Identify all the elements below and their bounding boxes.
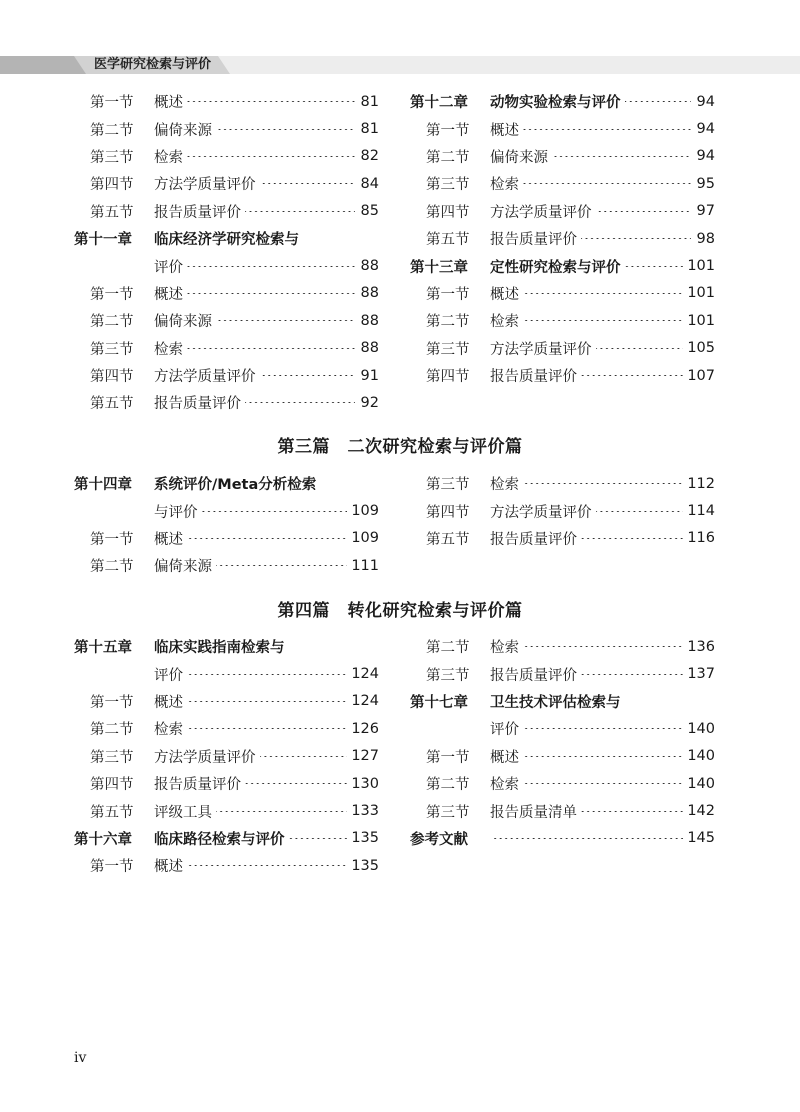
toc-entry — [410, 633, 715, 660]
toc-entry-title: 偏倚来源 — [154, 314, 212, 331]
toc-entry-title: 概述 — [154, 694, 183, 711]
toc-entry-title: 检索 — [490, 477, 519, 494]
toc-entry-title: 方法学质量评价 — [490, 204, 592, 221]
toc-entry — [410, 797, 715, 824]
part-title-4: 第四篇 转化研究检索与评价篇 — [277, 601, 523, 621]
toc-leader-dots — [187, 538, 347, 539]
toc-part4-right — [410, 633, 715, 852]
toc-entry-title: 概述 — [490, 286, 519, 303]
toc-entry-number: 第十六章 — [74, 831, 132, 848]
toc-entry-number: 第二节 — [90, 559, 134, 576]
toc-leader-dots — [187, 674, 347, 675]
toc-entry — [74, 280, 379, 307]
toc-entry-number: 第一节 — [90, 859, 134, 876]
toc-entry-page: 135 — [351, 830, 379, 847]
toc-entry-page: 135 — [351, 857, 379, 874]
toc-entry-page: 88 — [360, 340, 379, 357]
toc-entry — [410, 198, 715, 225]
toc-entry-title: 方法学质量评价 — [154, 369, 256, 386]
toc-leader-dots — [581, 375, 683, 376]
toc-entry-page: 133 — [351, 803, 379, 820]
toc-entry-title: 临床实践指南检索与 — [154, 640, 285, 657]
toc-entry — [410, 825, 715, 852]
toc-leader-dots — [596, 511, 684, 512]
toc-entry — [410, 115, 715, 142]
toc-entry-title: 方法学质量评价 — [490, 341, 592, 358]
toc-part3-right — [410, 470, 715, 552]
toc-entry-number: 第十二章 — [410, 95, 468, 112]
toc-entry-page: 114 — [687, 503, 715, 520]
toc-entry-title: 检索 — [154, 722, 183, 739]
running-header-title: 医学研究检索与评价 — [94, 57, 212, 72]
toc-entry — [410, 335, 715, 362]
toc-leader-dots — [523, 183, 691, 184]
toc-entry-title: 报告质量评价 — [490, 369, 577, 386]
toc-leader-dots — [523, 783, 683, 784]
toc-leader-dots — [596, 348, 684, 349]
toc-entry-number: 第十三章 — [410, 259, 468, 276]
toc-entry-page: 140 — [687, 748, 715, 765]
toc-entry-title: 检索 — [490, 640, 519, 657]
toc-entry-title: 检索 — [490, 177, 519, 194]
toc-entry-number: 第一节 — [426, 286, 470, 303]
toc-leader-dots — [202, 511, 348, 512]
toc-entry-number: 第三节 — [426, 177, 470, 194]
toc-entry-title: 检索 — [154, 149, 183, 166]
toc-entry-title: 方法学质量评价 — [490, 504, 592, 521]
toc-entry — [74, 470, 379, 497]
toc-entry-title: 偏倚来源 — [154, 559, 212, 576]
toc-entry-title: 评价 — [154, 667, 183, 684]
toc-leader-dots — [625, 266, 684, 267]
toc-entry-number: 第十七章 — [410, 694, 468, 711]
toc-entry-page: 81 — [360, 93, 379, 110]
toc-entry-page: 145 — [687, 830, 715, 847]
toc-entry-page: 107 — [687, 367, 715, 384]
toc-entry — [74, 307, 379, 334]
toc-entry-number: 第一节 — [90, 531, 134, 548]
toc-entry-number: 第二节 — [426, 640, 470, 657]
toc-leader-dots — [596, 211, 692, 212]
toc-entry-number: 第三节 — [90, 749, 134, 766]
toc-entry-page: 81 — [360, 121, 379, 138]
toc-entry — [74, 715, 379, 742]
toc-entry-number: 第五节 — [90, 804, 134, 821]
toc-entry-number: 第二节 — [90, 722, 134, 739]
toc-entry-title: 概述 — [490, 122, 519, 139]
toc-entry-title: 评价 — [490, 722, 519, 739]
toc-entry-title: 评价 — [154, 259, 183, 276]
toc-entry-title: 与评价 — [154, 504, 198, 521]
toc-leader-dots — [260, 756, 348, 757]
toc-entry-number: 第十五章 — [74, 640, 132, 657]
toc-leader-dots — [216, 129, 355, 130]
toc-leader-dots — [187, 101, 355, 102]
toc-entry-page: 101 — [687, 258, 715, 275]
toc-entry — [74, 852, 379, 879]
toc-entry — [74, 552, 379, 579]
toc-entry — [410, 280, 715, 307]
toc-part4-left — [74, 633, 379, 880]
toc-leader-dots — [187, 865, 347, 866]
toc-leader-dots — [523, 483, 683, 484]
toc-entry-number: 第二节 — [426, 777, 470, 794]
toc-entry — [74, 225, 379, 252]
toc-entry-number: 第三节 — [426, 667, 470, 684]
toc-entry — [410, 143, 715, 170]
toc-leader-dots — [523, 293, 683, 294]
toc-entry — [410, 688, 715, 715]
toc-entry-title: 方法学质量评价 — [154, 749, 256, 766]
toc-entry-title: 临床路径检索与评价 — [154, 831, 285, 848]
toc-entry-page: 112 — [687, 475, 715, 492]
toc-leader-dots — [187, 293, 355, 294]
toc-entry — [74, 770, 379, 797]
toc-entry — [410, 497, 715, 524]
toc-leader-dots — [260, 183, 356, 184]
toc-entry-number: 第四节 — [426, 504, 470, 521]
toc-entry-number: 第五节 — [426, 232, 470, 249]
toc-entry — [74, 743, 379, 770]
toc-entry-page: 85 — [360, 203, 379, 220]
toc-entry-title: 偏倚来源 — [490, 149, 548, 166]
toc-entry — [74, 335, 379, 362]
toc-entry-page: 105 — [687, 340, 715, 357]
toc-entry-page: 88 — [360, 258, 379, 275]
toc-entry — [410, 225, 715, 252]
toc-entry-number: 第二节 — [90, 314, 134, 331]
toc-block1-right — [410, 88, 715, 389]
toc-leader-dots — [523, 320, 683, 321]
toc-leader-dots — [523, 129, 691, 130]
toc-entry — [74, 170, 379, 197]
toc-leader-dots — [581, 538, 683, 539]
toc-entry-title: 概述 — [490, 749, 519, 766]
toc-entry — [410, 362, 715, 389]
toc-leader-dots — [216, 811, 347, 812]
toc-entry-page: 109 — [351, 503, 379, 520]
toc-entry-number: 第三节 — [90, 149, 134, 166]
toc-entry-title: 报告质量评价 — [490, 232, 577, 249]
toc-entry-number: 第三节 — [426, 341, 470, 358]
toc-leader-dots — [494, 838, 683, 839]
toc-entry — [74, 825, 379, 852]
toc-entry — [74, 198, 379, 225]
toc-leader-dots — [187, 156, 355, 157]
toc-entry-page: 109 — [351, 530, 379, 547]
toc-entry-page: 94 — [696, 121, 715, 138]
toc-entry-title: 报告质量评价 — [154, 777, 241, 794]
toc-entry-number: 第三节 — [90, 341, 134, 358]
toc-entry — [410, 660, 715, 687]
toc-entry-title: 概述 — [154, 286, 183, 303]
toc-leader-dots — [625, 101, 692, 102]
toc-leader-dots — [289, 838, 348, 839]
toc-leader-dots — [187, 728, 347, 729]
toc-leader-dots — [523, 756, 683, 757]
toc-entry-title: 评级工具 — [154, 804, 212, 821]
toc-entry-page: 142 — [687, 803, 715, 820]
toc-block1-left — [74, 88, 379, 417]
toc-entry — [74, 389, 379, 416]
toc-entry-page: 98 — [696, 230, 715, 247]
toc-entry-page: 88 — [360, 312, 379, 329]
toc-leader-dots — [552, 156, 691, 157]
toc-entry-number: 第四节 — [426, 369, 470, 386]
toc-entry-title: 动物实验检索与评价 — [490, 95, 621, 112]
toc-entry — [410, 743, 715, 770]
toc-entry — [74, 252, 379, 279]
toc-entry-title: 报告质量清单 — [490, 804, 577, 821]
toc-entry-number: 第四节 — [90, 369, 134, 386]
toc-entry-number: 第三节 — [426, 477, 470, 494]
toc-entry-number: 第二节 — [426, 314, 470, 331]
toc-entry — [74, 660, 379, 687]
toc-entry-number: 第二节 — [90, 122, 134, 139]
toc-entry — [74, 633, 379, 660]
toc-entry-title: 定性研究检索与评价 — [490, 259, 621, 276]
toc-entry-title: 报告质量评价 — [154, 204, 241, 221]
toc-entry-title: 方法学质量评价 — [154, 177, 256, 194]
toc-entry-page: 140 — [687, 720, 715, 737]
toc-entry-page: 97 — [696, 203, 715, 220]
toc-entry-page: 101 — [687, 285, 715, 302]
toc-leader-dots — [523, 728, 683, 729]
toc-leader-dots — [187, 266, 355, 267]
toc-leader-dots — [187, 348, 355, 349]
toc-entry-page: 137 — [687, 666, 715, 683]
toc-entry-number: 第一节 — [90, 694, 134, 711]
toc-leader-dots — [581, 674, 683, 675]
toc-entry-page: 116 — [687, 530, 715, 547]
toc-entry-number: 第十一章 — [74, 232, 132, 249]
toc-entry — [74, 143, 379, 170]
toc-entry — [410, 170, 715, 197]
toc-entry-title: 临床经济学研究检索与 — [154, 232, 299, 249]
toc-entry-number: 第五节 — [90, 396, 134, 413]
toc-entry — [410, 525, 715, 552]
toc-entry-page: 136 — [687, 638, 715, 655]
toc-leader-dots — [216, 565, 347, 566]
toc-leader-dots — [523, 646, 683, 647]
toc-entry-number: 第五节 — [90, 204, 134, 221]
toc-part3-left — [74, 470, 379, 580]
toc-entry-title: 报告质量评价 — [490, 667, 577, 684]
toc-entry-title: 检索 — [154, 341, 183, 358]
toc-entry-page: 126 — [351, 720, 379, 737]
toc-leader-dots — [216, 320, 355, 321]
toc-entry-page: 84 — [360, 175, 379, 192]
toc-entry-title: 概述 — [154, 95, 183, 112]
toc-entry — [410, 307, 715, 334]
toc-entry-page: 130 — [351, 775, 379, 792]
toc-leader-dots — [245, 402, 355, 403]
toc-entry-number: 第一节 — [90, 95, 134, 112]
toc-leader-dots — [581, 238, 691, 239]
toc-entry-number: 第五节 — [426, 531, 470, 548]
toc-entry-title: 卫生技术评估检索与 — [490, 694, 621, 711]
toc-leader-dots — [260, 375, 356, 376]
toc-entry — [410, 770, 715, 797]
toc-entry-page: 95 — [696, 175, 715, 192]
toc-entry — [410, 88, 715, 115]
toc-entry — [410, 715, 715, 742]
header-accent — [0, 56, 86, 74]
toc-entry-page: 91 — [360, 367, 379, 384]
toc-entry-page: 124 — [351, 666, 379, 683]
toc-entry-title: 偏倚来源 — [154, 122, 212, 139]
toc-entry-page: 127 — [351, 748, 379, 765]
toc-entry-number: 第二节 — [426, 149, 470, 166]
toc-leader-dots — [245, 211, 355, 212]
toc-entry — [74, 362, 379, 389]
toc-entry-title: 系统评价/Meta分析检索 — [154, 477, 317, 494]
toc-entry — [74, 88, 379, 115]
toc-entry — [74, 688, 379, 715]
toc-entry-title: 检索 — [490, 314, 519, 331]
toc-entry — [410, 470, 715, 497]
toc-entry-number: 第三节 — [426, 804, 470, 821]
toc-leader-dots — [187, 701, 347, 702]
toc-entry-number: 第四节 — [426, 204, 470, 221]
toc-entry-page: 94 — [696, 93, 715, 110]
toc-entry-page: 140 — [687, 775, 715, 792]
toc-entry-title: 报告质量评价 — [154, 396, 241, 413]
toc-entry — [410, 252, 715, 279]
toc-entry-page: 82 — [360, 148, 379, 165]
toc-entry-page: 101 — [687, 312, 715, 329]
toc-entry — [74, 115, 379, 142]
toc-entry-title: 概述 — [154, 859, 183, 876]
toc-entry — [74, 797, 379, 824]
toc-entry — [74, 497, 379, 524]
toc-entry-number: 第四节 — [90, 177, 134, 194]
toc-entry-title: 检索 — [490, 777, 519, 794]
toc-leader-dots — [581, 811, 683, 812]
page-number: iv — [74, 1050, 87, 1066]
toc-entry-page: 92 — [360, 394, 379, 411]
toc-entry-number: 第四节 — [90, 777, 134, 794]
part-title-3: 第三篇 二次研究检索与评价篇 — [277, 437, 523, 457]
toc-entry-number: 第十四章 — [74, 477, 132, 494]
toc-entry-number: 参考文献 — [410, 831, 468, 848]
toc-entry-page: 111 — [351, 557, 379, 574]
toc-entry-page: 88 — [360, 285, 379, 302]
toc-entry-number: 第一节 — [90, 286, 134, 303]
toc-entry-page: 94 — [696, 148, 715, 165]
toc-entry-page: 124 — [351, 693, 379, 710]
toc-entry-title: 概述 — [154, 531, 183, 548]
toc-entry — [74, 525, 379, 552]
toc-entry-number: 第一节 — [426, 749, 470, 766]
toc-entry-number: 第一节 — [426, 122, 470, 139]
toc-leader-dots — [245, 783, 347, 784]
toc-entry-title: 报告质量评价 — [490, 531, 577, 548]
